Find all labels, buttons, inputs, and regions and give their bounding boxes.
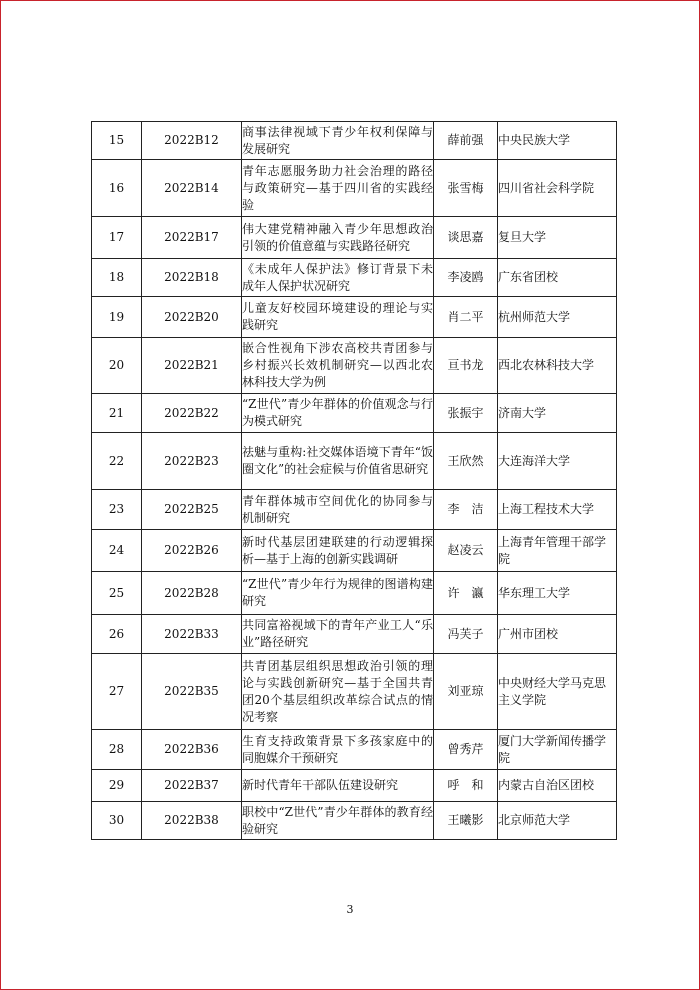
project-organization: 中央民族大学 bbox=[498, 122, 617, 160]
table-row bbox=[92, 770, 617, 802]
row-number: 15 bbox=[92, 122, 142, 160]
project-code: 2022B33 bbox=[142, 615, 242, 654]
row-number: 21 bbox=[92, 394, 142, 433]
project-organization: 内蒙古自治区团校 bbox=[498, 770, 617, 802]
project-code: 2022B22 bbox=[142, 394, 242, 433]
table-row bbox=[92, 394, 617, 433]
project-code: 2022B12 bbox=[142, 122, 242, 160]
table-row bbox=[92, 615, 617, 654]
project-title: 青年志愿服务助力社会治理的路径与政策研究—基于四川省的实践经验 bbox=[242, 160, 434, 217]
table-row bbox=[92, 338, 617, 394]
row-number: 18 bbox=[92, 259, 142, 297]
project-code: 2022B25 bbox=[142, 490, 242, 530]
project-title: 职校中“Z世代”青少年群体的教育经验研究 bbox=[242, 802, 434, 840]
row-number: 19 bbox=[92, 297, 142, 338]
table-row bbox=[92, 802, 617, 840]
project-leader: 亘书龙 bbox=[434, 338, 498, 394]
project-organization: 四川省社会科学院 bbox=[498, 160, 617, 217]
project-title: 新时代基层团建联建的行动逻辑探析—基于上海的创新实践调研 bbox=[242, 530, 434, 572]
project-organization: 济南大学 bbox=[498, 394, 617, 433]
row-number: 16 bbox=[92, 160, 142, 217]
project-title: 共青团基层组织思想政治引领的理论与实践创新研究—基于全国共青团20个基层组织改革综合试点的情况考察 bbox=[242, 654, 434, 730]
project-code: 2022B26 bbox=[142, 530, 242, 572]
project-table bbox=[91, 121, 617, 840]
table-row bbox=[92, 730, 617, 770]
project-organization: 上海青年管理干部学院 bbox=[498, 530, 617, 572]
table-row bbox=[92, 259, 617, 297]
project-organization: 杭州师范大学 bbox=[498, 297, 617, 338]
project-title: “Z世代”青少年群体的价值观念与行为模式研究 bbox=[242, 394, 434, 433]
table-row bbox=[92, 217, 617, 259]
project-organization: 上海工程技术大学 bbox=[498, 490, 617, 530]
project-title: 祛魅与重构:社交媒体语境下青年“饭圈文化”的社会症候与价值省思研究 bbox=[242, 433, 434, 490]
project-code: 2022B21 bbox=[142, 338, 242, 394]
project-code: 2022B35 bbox=[142, 654, 242, 730]
project-leader: 曾秀芹 bbox=[434, 730, 498, 770]
project-title: 生育支持政策背景下多孩家庭中的同胞媒介干预研究 bbox=[242, 730, 434, 770]
project-leader: 王欣然 bbox=[434, 433, 498, 490]
page-number: 3 bbox=[346, 903, 354, 916]
project-leader: 张雪梅 bbox=[434, 160, 498, 217]
project-title: 嵌合性视角下涉农高校共青团参与乡村振兴长效机制研究—以西北农林科技大学为例 bbox=[242, 338, 434, 394]
project-leader: 薛前强 bbox=[434, 122, 498, 160]
project-organization: 大连海洋大学 bbox=[498, 433, 617, 490]
project-leader: 张振宇 bbox=[434, 394, 498, 433]
project-title: 商事法律视域下青少年权利保障与发展研究 bbox=[242, 122, 434, 160]
table-row bbox=[92, 160, 617, 217]
project-leader: 肖二平 bbox=[434, 297, 498, 338]
row-number: 22 bbox=[92, 433, 142, 490]
project-code: 2022B14 bbox=[142, 160, 242, 217]
project-title: 新时代青年干部队伍建设研究 bbox=[242, 770, 434, 802]
project-code: 2022B18 bbox=[142, 259, 242, 297]
row-number: 25 bbox=[92, 572, 142, 615]
project-leader: 赵凌云 bbox=[434, 530, 498, 572]
table-row bbox=[92, 433, 617, 490]
table-row bbox=[92, 297, 617, 338]
project-organization: 西北农林科技大学 bbox=[498, 338, 617, 394]
table-row bbox=[92, 122, 617, 160]
table-row bbox=[92, 530, 617, 572]
table-row bbox=[92, 490, 617, 530]
project-title: 共同富裕视域下的青年产业工人“乐业”路径研究 bbox=[242, 615, 434, 654]
project-code: 2022B36 bbox=[142, 730, 242, 770]
project-code: 2022B17 bbox=[142, 217, 242, 259]
project-leader: 许 瀛 bbox=[434, 572, 498, 615]
project-leader: 呼 和 bbox=[434, 770, 498, 802]
project-title: 《未成年人保护法》修订背景下未成年人保护状况研究 bbox=[242, 259, 434, 297]
row-number: 24 bbox=[92, 530, 142, 572]
project-code: 2022B23 bbox=[142, 433, 242, 490]
project-organization: 广州市团校 bbox=[498, 615, 617, 654]
row-number: 27 bbox=[92, 654, 142, 730]
project-leader: 李 洁 bbox=[434, 490, 498, 530]
project-leader: 李凌鸥 bbox=[434, 259, 498, 297]
project-organization: 中央财经大学马克思主义学院 bbox=[498, 654, 617, 730]
row-number: 20 bbox=[92, 338, 142, 394]
row-number: 17 bbox=[92, 217, 142, 259]
project-leader: 王曦影 bbox=[434, 802, 498, 840]
table-row bbox=[92, 654, 617, 730]
project-organization: 复旦大学 bbox=[498, 217, 617, 259]
project-title: 伟大建党精神融入青少年思想政治引领的价值意蕴与实践路径研究 bbox=[242, 217, 434, 259]
project-code: 2022B28 bbox=[142, 572, 242, 615]
project-code: 2022B20 bbox=[142, 297, 242, 338]
project-organization: 华东理工大学 bbox=[498, 572, 617, 615]
project-leader: 刘亚琼 bbox=[434, 654, 498, 730]
row-number: 23 bbox=[92, 490, 142, 530]
project-title: 青年群体城市空间优化的协同参与机制研究 bbox=[242, 490, 434, 530]
project-organization: 北京师范大学 bbox=[498, 802, 617, 840]
project-title: “Z世代”青少年行为规律的图谱构建研究 bbox=[242, 572, 434, 615]
project-leader: 冯芙子 bbox=[434, 615, 498, 654]
project-organization: 广东省团校 bbox=[498, 259, 617, 297]
table-row bbox=[92, 572, 617, 615]
row-number: 29 bbox=[92, 770, 142, 802]
row-number: 28 bbox=[92, 730, 142, 770]
project-code: 2022B37 bbox=[142, 770, 242, 802]
row-number: 30 bbox=[92, 802, 142, 840]
project-leader: 谈思嘉 bbox=[434, 217, 498, 259]
row-number: 26 bbox=[92, 615, 142, 654]
project-code: 2022B38 bbox=[142, 802, 242, 840]
project-organization: 厦门大学新闻传播学院 bbox=[498, 730, 617, 770]
project-title: 儿童友好校园环境建设的理论与实践研究 bbox=[242, 297, 434, 338]
